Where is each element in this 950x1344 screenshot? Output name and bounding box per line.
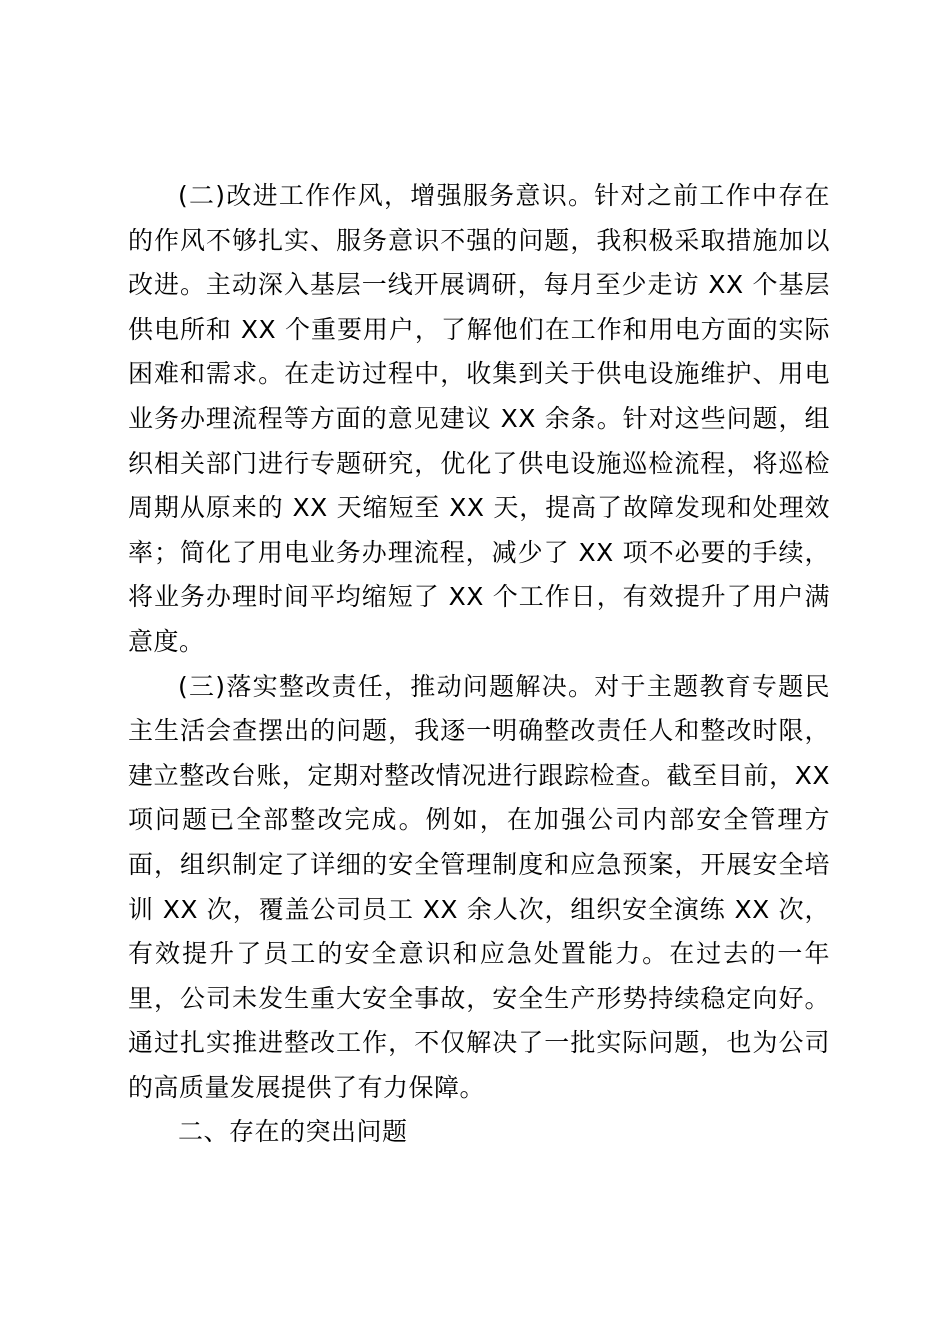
document-body xyxy=(128,174,830,1155)
paragraph-work-style: (二)改进工作作风，增强服务意识。针对之前工作中存在的作风不够扎实、服务意识不强的问题，我积极采取措施加以改进。主动深入基层一线开展调研，每月至少走访 XX 个基层供电所和 XX 个重要用户，了解他们在工作和用电方面的实际困难和需求。在走访过程中，收集到关于供电设施维护、用电业务办理流程等方面的意见建议 XX 余条。针对这些问题，组织相关部门进行专题研究，优化了供电设施巡检流程，将巡检周期从原来的 XX 天缩短至 XX 天，提高了故障发现和处理效率；简化了用电业务办理流程，减少了 XX 项不必要的手续，将业务办理时间平均缩短了 XX 个工作日，有效提升了用户满意度。 xyxy=(128,181,830,656)
section-heading: 二、存在的突出问题 xyxy=(178,1117,408,1147)
paragraph-rectification: (三)落实整改责任，推动问题解决。对于主题教育专题民主生活会查摆出的问题，我逐一明确整改责任人和整改时限，建立整改台账，定期对整改情况进行跟踪检查。截至目前，XX 项问题已全部整改完成。例如，在加强公司内部安全管理方面，组织制定了详细的安全管理制度和应急预案，开展安全培训 XX 次，覆盖公司员工 XX 余人次，组织安全演练 XX 次，有效提升了员工的安全意识和应急处置能力。在过去的一年里，公司未发生重大安全事故，安全生产形势持续稳定向好。通过扎实推进整改工作，不仅解决了一批实际问题，也为公司的高质量发展提供了有力保障。 xyxy=(128,671,830,1102)
